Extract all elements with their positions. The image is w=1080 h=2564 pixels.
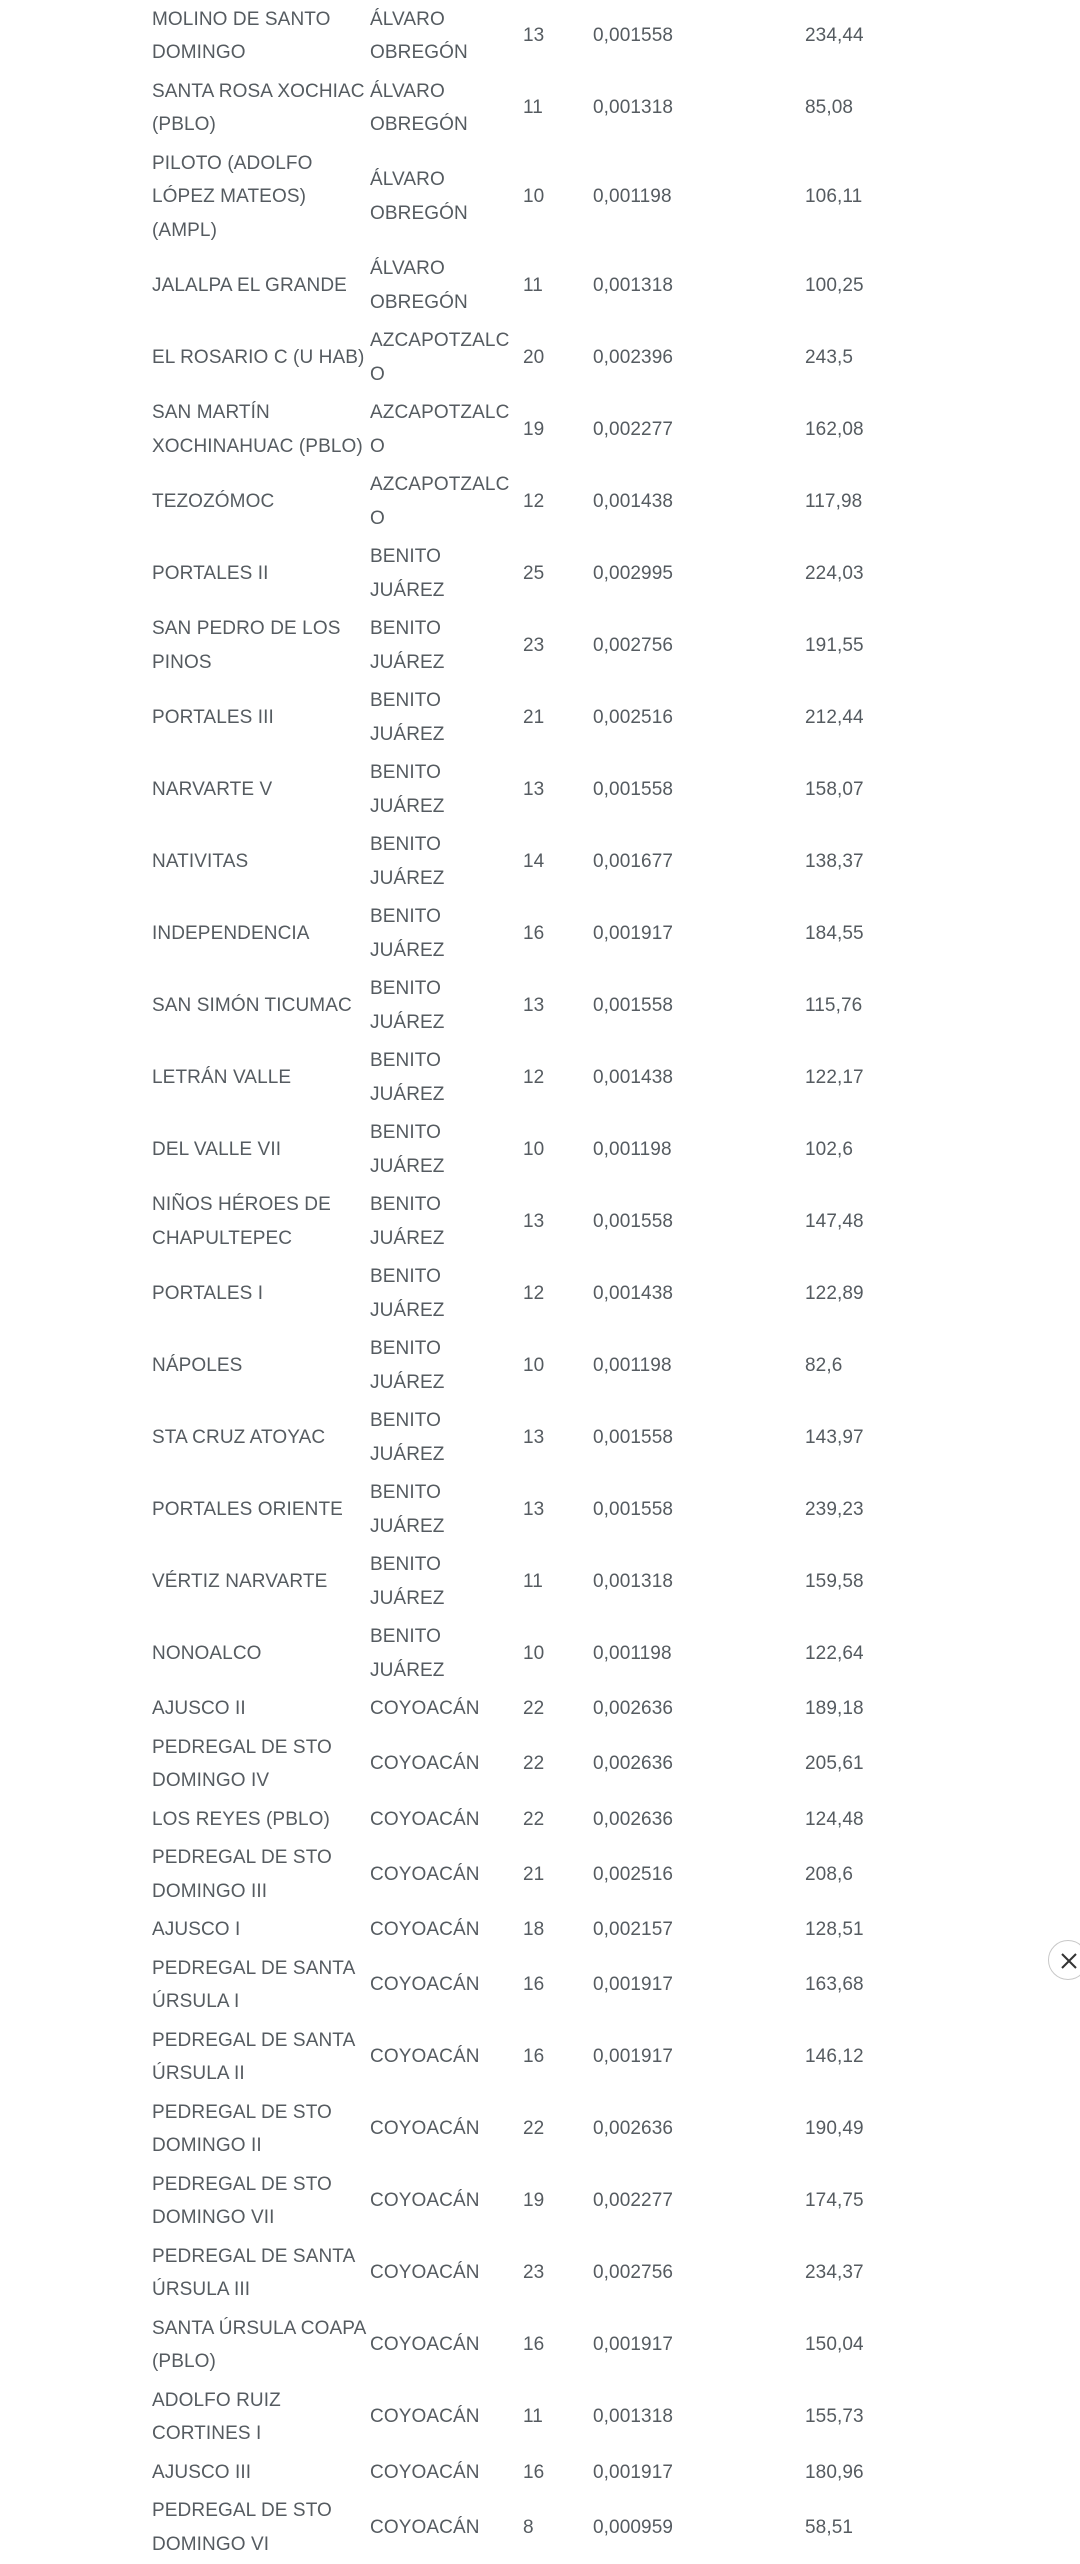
alcaldia-cell: COYOACÁN [370, 1698, 480, 1719]
rate-cell: 138,37 [805, 850, 864, 872]
alcaldia-cell: COYOACÁN [370, 2046, 480, 2068]
colonia-cell: SANTA ÚRSULA COAPA (PBLO) [152, 2317, 366, 2372]
table-row [148, 1114, 908, 1186]
table-row [148, 250, 908, 322]
colonia-cell: ADOLFO RUIZ CORTINES I [152, 2389, 281, 2444]
count-cell: 12 [523, 1066, 545, 1088]
ratio-cell: 0,001318 [593, 97, 674, 119]
table-row [148, 322, 908, 394]
table-row [148, 898, 908, 970]
ratio-cell: 0,001917 [593, 922, 674, 944]
rate-cell: 234,44 [805, 25, 864, 47]
colonias-table [148, 0, 908, 2564]
table-row [148, 2165, 908, 2237]
colonia-cell: PEDREGAL DE STO DOMINGO VII [152, 2173, 332, 2228]
colonia-cell: PORTALES ORIENTE [152, 1498, 343, 1520]
rate-cell: 128,51 [805, 1919, 864, 1940]
count-cell: 13 [523, 1210, 545, 1232]
rate-cell: 122,17 [805, 1066, 864, 1088]
colonia-cell: EL ROSARIO C (U HAB) [152, 346, 365, 368]
alcaldia-cell: COYOACÁN [370, 2406, 480, 2428]
table-row [148, 72, 908, 144]
alcaldia-cell: COYOACÁN [370, 1974, 480, 1996]
ratio-cell: 0,001558 [593, 25, 674, 47]
count-cell: 10 [523, 1642, 545, 1664]
colonia-cell: AJUSCO I [152, 1919, 241, 1940]
alcaldia-cell: BENITO JUÁREZ [370, 618, 445, 673]
table-body [148, 0, 908, 2564]
colonia-cell: SAN MARTÍN XOCHINAHUAC (PBLO) [152, 402, 363, 457]
ratio-cell: 0,002756 [593, 2262, 674, 2284]
count-cell: 23 [523, 2262, 545, 2284]
table-row [148, 2309, 908, 2381]
table-row [148, 2453, 908, 2492]
rate-cell: 158,07 [805, 778, 864, 800]
colonia-cell: NÁPOLES [152, 1354, 243, 1376]
count-cell: 11 [523, 1570, 543, 1592]
table-row [148, 1911, 908, 1950]
table-row [148, 610, 908, 682]
rate-cell: 122,64 [805, 1642, 864, 1664]
table-row [148, 2381, 908, 2453]
ratio-cell: 0,001677 [593, 850, 674, 872]
ratio-cell: 0,001917 [593, 2046, 674, 2068]
rate-cell: 150,04 [805, 2334, 864, 2356]
alcaldia-cell: BENITO JUÁREZ [370, 762, 445, 817]
count-cell: 19 [523, 418, 545, 440]
table-row [148, 2093, 908, 2165]
alcaldia-cell: BENITO JUÁREZ [370, 1266, 445, 1321]
colonia-cell: PORTALES III [152, 706, 274, 728]
count-cell: 16 [523, 2046, 545, 2068]
ratio-cell: 0,001558 [593, 994, 674, 1016]
colonia-cell: LOS REYES (PBLO) [152, 1808, 330, 1830]
colonia-cell: PILOTO (ADOLFO LÓPEZ MATEOS) (AMPL) [152, 152, 313, 241]
colonia-cell: PEDREGAL DE STO DOMINGO III [152, 1847, 332, 1902]
colonia-cell: TEZOZÓMOC [152, 490, 275, 512]
alcaldia-cell: BENITO JUÁREZ [370, 690, 445, 745]
table-row [148, 0, 908, 72]
alcaldia-cell: BENITO JUÁREZ [370, 978, 445, 1033]
colonia-cell: PEDREGAL DE SANTA ÚRSULA III [152, 2245, 355, 2300]
count-cell: 13 [523, 1498, 545, 1520]
count-cell: 10 [523, 1354, 545, 1376]
table-row [148, 826, 908, 898]
count-cell: 22 [523, 1753, 545, 1775]
alcaldia-cell: AZCAPOTZALCO [370, 474, 510, 529]
table-row [148, 1042, 908, 1114]
colonia-cell: PEDREGAL DE STO DOMINGO II [152, 2101, 332, 2156]
rate-cell: 191,55 [805, 634, 864, 656]
count-cell: 10 [523, 1138, 545, 1160]
rate-cell: 212,44 [805, 706, 864, 728]
alcaldia-cell: BENITO JUÁREZ [370, 1122, 445, 1177]
ratio-cell: 0,002636 [593, 1753, 674, 1775]
alcaldia-cell: BENITO JUÁREZ [370, 1338, 445, 1393]
table-row [148, 538, 908, 610]
rate-cell: 146,12 [805, 2046, 864, 2068]
count-cell: 12 [523, 490, 545, 512]
rate-cell: 115,76 [805, 994, 863, 1016]
rate-cell: 159,58 [805, 1570, 864, 1592]
alcaldia-cell: COYOACÁN [370, 2190, 480, 2212]
ratio-cell: 0,001558 [593, 1498, 674, 1520]
colonia-cell: VÉRTIZ NARVARTE [152, 1570, 328, 1592]
count-cell: 21 [523, 706, 545, 728]
table-row [148, 466, 908, 538]
rate-cell: 224,03 [805, 562, 864, 584]
count-cell: 14 [523, 850, 545, 872]
colonia-cell: PORTALES I [152, 1282, 264, 1304]
ratio-cell: 0,002995 [593, 562, 674, 584]
rate-cell: 147,48 [805, 1210, 864, 1232]
table-row [148, 1186, 908, 1258]
count-cell: 22 [523, 1808, 545, 1830]
colonia-cell: NARVARTE V [152, 778, 273, 800]
ratio-cell: 0,001917 [593, 2334, 674, 2356]
count-cell: 13 [523, 1426, 545, 1448]
colonia-cell: LETRÁN VALLE [152, 1066, 292, 1088]
table-row [148, 1728, 908, 1800]
rate-cell: 100,25 [805, 274, 864, 296]
count-cell: 22 [523, 2118, 545, 2140]
rate-cell: 58,51 [805, 2516, 854, 2538]
rate-cell: 122,89 [805, 1282, 864, 1304]
ratio-cell: 0,002756 [593, 634, 674, 656]
colonia-cell: MOLINO DE SANTO DOMINGO [152, 8, 331, 63]
table-row [148, 1330, 908, 1402]
count-cell: 21 [523, 1863, 545, 1885]
ratio-cell: 0,001558 [593, 1426, 674, 1448]
ratio-cell: 0,001558 [593, 1210, 674, 1232]
count-cell: 22 [523, 1698, 545, 1719]
alcaldia-cell: COYOACÁN [370, 2334, 480, 2356]
ratio-cell: 0,001558 [593, 778, 674, 800]
colonia-cell: DEL VALLE VII [152, 1138, 282, 1160]
alcaldia-cell: COYOACÁN [370, 1753, 480, 1775]
table-row [148, 754, 908, 826]
ratio-cell: 0,001318 [593, 2406, 674, 2428]
close-button[interactable] [1048, 1940, 1080, 1980]
ratio-cell: 0,002157 [593, 1919, 674, 1940]
ratio-cell: 0,002277 [593, 2190, 674, 2212]
rate-cell: 239,23 [805, 1498, 864, 1520]
table-row [148, 394, 908, 466]
alcaldia-cell: BENITO JUÁREZ [370, 546, 445, 601]
rate-cell: 102,6 [805, 1138, 854, 1160]
count-cell: 13 [523, 25, 545, 47]
rate-cell: 117,98 [805, 490, 863, 512]
colonia-cell: INDEPENDENCIA [152, 922, 310, 944]
count-cell: 12 [523, 1282, 545, 1304]
alcaldia-cell: ÁLVARO OBREGÓN [370, 258, 468, 313]
table-row [148, 1474, 908, 1546]
ratio-cell: 0,001198 [593, 1138, 672, 1160]
ratio-cell: 0,001198 [593, 186, 672, 207]
colonia-cell: SANTA ROSA XOCHIAC (PBLO) [152, 80, 365, 135]
count-cell: 16 [523, 2461, 545, 2483]
colonia-cell: AJUSCO III [152, 2461, 252, 2483]
ratio-cell: 0,002516 [593, 706, 674, 728]
alcaldia-cell: COYOACÁN [370, 2118, 480, 2140]
colonia-cell: PEDREGAL DE SANTA ÚRSULA II [152, 2029, 355, 2084]
rate-cell: 163,68 [805, 1974, 864, 1996]
table-row [148, 1618, 908, 1690]
colonia-cell: PEDREGAL DE STO DOMINGO VI [152, 2500, 332, 2555]
alcaldia-cell: BENITO JUÁREZ [370, 1050, 445, 1105]
alcaldia-cell: COYOACÁN [370, 1863, 480, 1885]
alcaldia-cell: COYOACÁN [370, 2461, 480, 2483]
close-icon [1060, 1952, 1078, 1970]
alcaldia-cell: ÁLVARO OBREGÓN [370, 80, 468, 135]
rate-cell: 205,61 [805, 1753, 864, 1775]
table-row [148, 1402, 908, 1474]
table-row [148, 2021, 908, 2093]
count-cell: 11 [523, 2406, 543, 2428]
count-cell: 10 [523, 186, 545, 207]
table-row [148, 1546, 908, 1618]
colonia-cell: STA CRUZ ATOYAC [152, 1426, 326, 1448]
ratio-cell: 0,002636 [593, 1698, 674, 1719]
colonia-cell: JALALPA EL GRANDE [152, 274, 347, 296]
rate-cell: 162,08 [805, 418, 864, 440]
alcaldia-cell: BENITO JUÁREZ [370, 1482, 445, 1537]
ratio-cell: 0,002516 [593, 1863, 674, 1885]
rate-cell: 180,96 [805, 2461, 864, 2483]
rate-cell: 174,75 [805, 2190, 864, 2212]
count-cell: 11 [523, 97, 543, 119]
alcaldia-cell: ÁLVARO OBREGÓN [370, 8, 468, 63]
ratio-cell: 0,001318 [593, 1570, 674, 1592]
count-cell: 16 [523, 922, 545, 944]
alcaldia-cell: BENITO JUÁREZ [370, 906, 445, 961]
count-cell: 16 [523, 2334, 545, 2356]
alcaldia-cell: BENITO JUÁREZ [370, 834, 445, 889]
count-cell: 11 [523, 274, 543, 296]
alcaldia-cell: COYOACÁN [370, 1919, 480, 1940]
rate-cell: 85,08 [805, 97, 854, 119]
count-cell: 23 [523, 634, 545, 656]
count-cell: 16 [523, 1974, 545, 1996]
count-cell: 18 [523, 1919, 545, 1940]
rate-cell: 189,18 [805, 1698, 864, 1719]
alcaldia-cell: BENITO JUÁREZ [370, 1410, 445, 1465]
table-row [148, 682, 908, 754]
alcaldia-cell: BENITO JUÁREZ [370, 1626, 445, 1681]
table-row [148, 1839, 908, 1911]
rate-cell: 190,49 [805, 2118, 864, 2140]
rate-cell: 184,55 [805, 922, 864, 944]
rate-cell: 124,48 [805, 1808, 864, 1830]
count-cell: 19 [523, 2190, 545, 2212]
rate-cell: 208,6 [805, 1863, 854, 1885]
table-row [148, 1949, 908, 2021]
colonia-cell: SAN PEDRO DE LOS PINOS [152, 618, 341, 673]
rate-cell: 155,73 [805, 2406, 864, 2428]
alcaldia-cell: BENITO JUÁREZ [370, 1554, 445, 1609]
ratio-cell: 0,001438 [593, 1282, 674, 1304]
table-row [148, 1800, 908, 1839]
count-cell: 20 [523, 346, 545, 368]
colonia-cell: NIÑOS HÉROES DE CHAPULTEPEC [152, 1194, 331, 1249]
colonia-cell: PORTALES II [152, 562, 269, 584]
count-cell: 25 [523, 562, 545, 584]
colonia-cell: PEDREGAL DE SANTA ÚRSULA I [152, 1957, 355, 2012]
table-row [148, 144, 908, 250]
table-row [148, 1690, 908, 1729]
rate-cell: 234,37 [805, 2262, 864, 2284]
ratio-cell: 0,002396 [593, 346, 674, 368]
rate-cell: 106,11 [805, 186, 863, 207]
ratio-cell: 0,001438 [593, 1066, 674, 1088]
colonia-cell: NONOALCO [152, 1642, 262, 1664]
ratio-cell: 0,002636 [593, 2118, 674, 2140]
alcaldia-cell: COYOACÁN [370, 2262, 480, 2284]
data-table-container [148, 0, 1080, 2564]
table-row [148, 2492, 908, 2564]
ratio-cell: 0,001917 [593, 1974, 674, 1996]
ratio-cell: 0,001198 [593, 1354, 672, 1376]
ratio-cell: 0,001917 [593, 2461, 674, 2483]
ratio-cell: 0,001198 [593, 1642, 672, 1664]
count-cell: 8 [523, 2516, 534, 2538]
count-cell: 13 [523, 994, 545, 1016]
alcaldia-cell: BENITO JUÁREZ [370, 1194, 445, 1249]
alcaldia-cell: COYOACÁN [370, 2516, 480, 2538]
ratio-cell: 0,002636 [593, 1808, 674, 1830]
colonia-cell: AJUSCO II [152, 1698, 246, 1719]
ratio-cell: 0,002277 [593, 418, 674, 440]
rate-cell: 243,5 [805, 346, 854, 368]
colonia-cell: PEDREGAL DE STO DOMINGO IV [152, 1736, 332, 1791]
ratio-cell: 0,000959 [593, 2516, 674, 2538]
rate-cell: 143,97 [805, 1426, 864, 1448]
table-row [148, 2237, 908, 2309]
ratio-cell: 0,001318 [593, 274, 674, 296]
alcaldia-cell: ÁLVARO OBREGÓN [370, 169, 468, 224]
alcaldia-cell: AZCAPOTZALCO [370, 330, 510, 385]
colonia-cell: SAN SIMÓN TICUMAC [152, 994, 352, 1016]
alcaldia-cell: AZCAPOTZALCO [370, 402, 510, 457]
ratio-cell: 0,001438 [593, 490, 674, 512]
count-cell: 13 [523, 778, 545, 800]
rate-cell: 82,6 [805, 1354, 843, 1376]
table-row [148, 970, 908, 1042]
table-row [148, 1258, 908, 1330]
colonia-cell: NATIVITAS [152, 850, 249, 872]
alcaldia-cell: COYOACÁN [370, 1808, 480, 1830]
